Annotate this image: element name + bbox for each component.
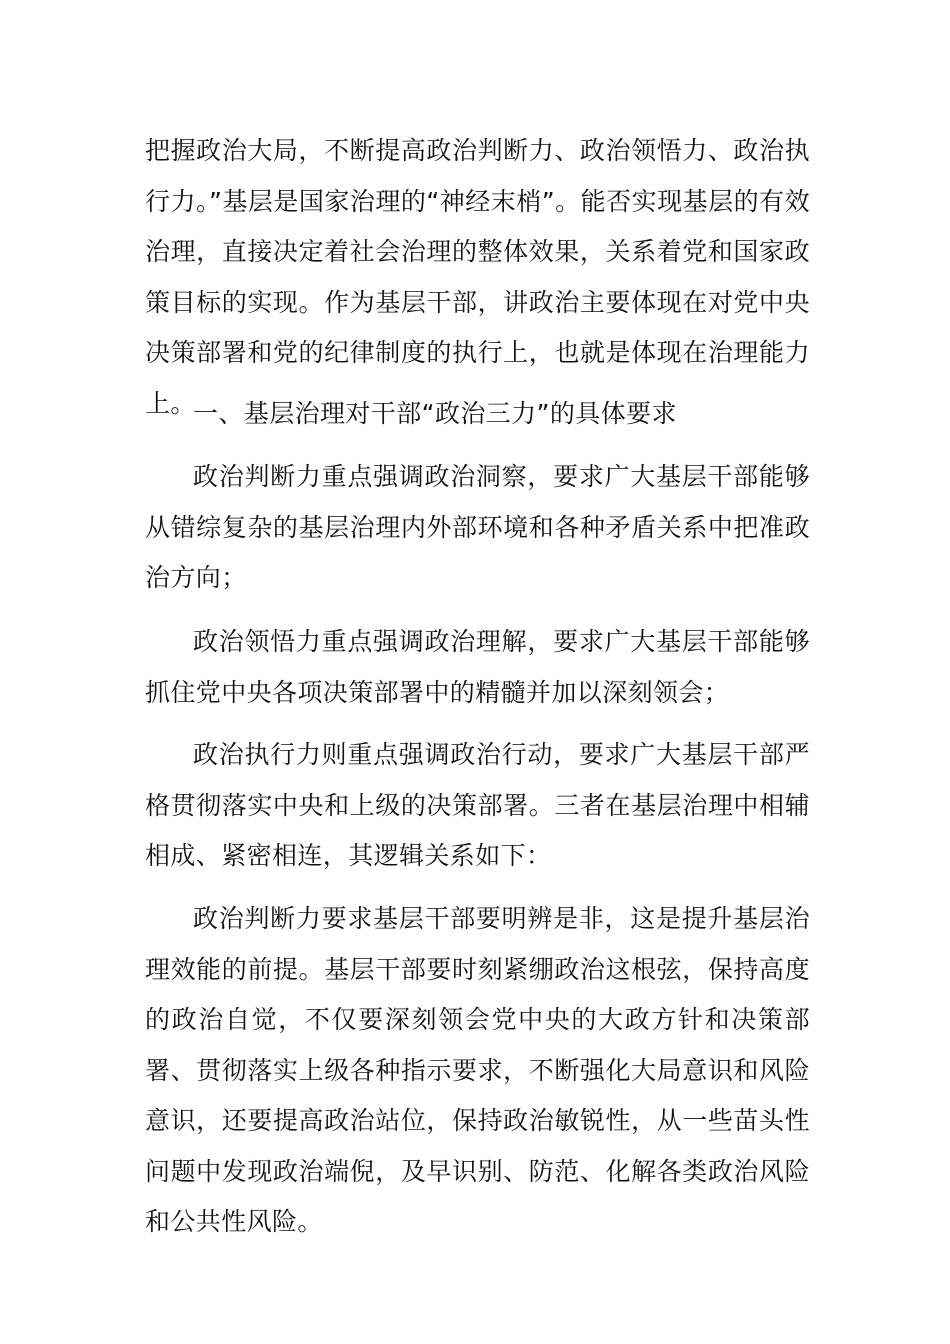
paragraph-judgment-detail: 政治判断力要求基层干部要明辨是非，这是提升基层治理效能的前提。基层干部要时刻紧绷政治这根弦，保持高度的政治自觉，不仅要深刻领会党中央的大政方针和决策部署、贯彻落实上级各种指示要求，不断强化大局意识和风险意识，还要提高政治站位，保持政治敏锐性，从一些苗头性问题中发现政治端倪，及早识别、防范、化解各类政治风险和公共性风险。 bbox=[145, 904, 810, 1236]
paragraph-comprehension: 政治领悟力重点强调政治理解，要求广大基层干部能够抓住党中央各项决策部署中的精髓并加以深刻领会； bbox=[145, 627, 810, 707]
paragraph-continuation: 把握政治大局，不断提高政治判断力、政治领悟力、政治执行力。”基层是国家治理的“神经末梢”。能否实现基层的有效治理，直接决定着社会治理的整体效果，关系着党和国家政策目标的实现。作为基层干部，讲政治主要体现在对党中央决策部署和党的纪律制度的执行上，也就是体现在治理能力上。 bbox=[145, 136, 810, 418]
paragraph-execution: 政治执行力则重点强调政治行动，要求广大基层干部严格贯彻落实中央和上级的决策部署。三者在基层治理中相辅相成、紧密相连，其逻辑关系如下： bbox=[145, 740, 810, 870]
section-heading: 一、基层治理对干部“政治三力”的具体要求 bbox=[193, 399, 677, 428]
paragraph-judgment: 政治判断力重点强调政治洞察，要求广大基层干部能够从错综复杂的基层治理内外部环境和各种矛盾关系中把准政治方向； bbox=[145, 462, 810, 592]
